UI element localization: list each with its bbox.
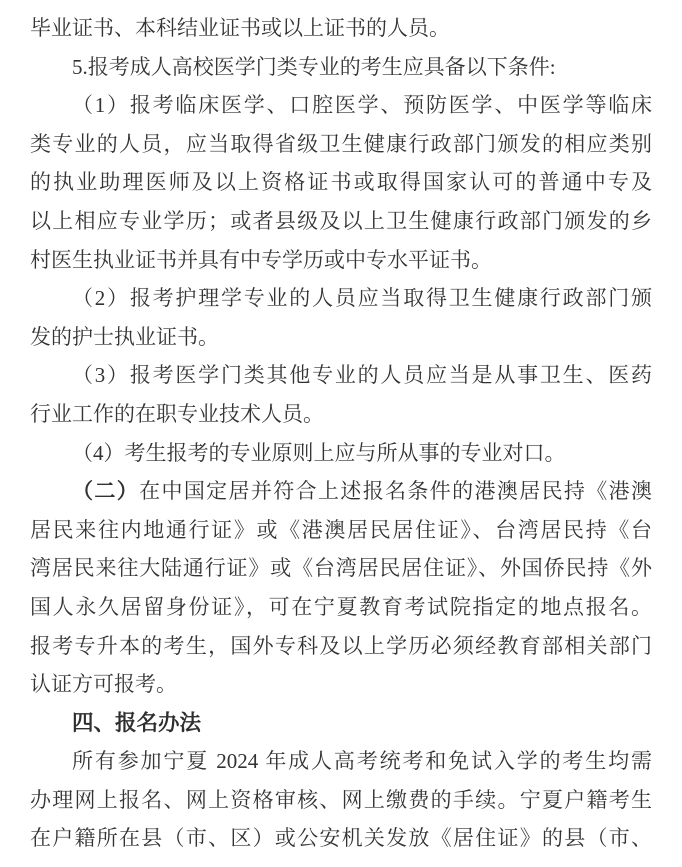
text-line: （2）报考护理学专业的人员应当取得卫生健康行政部门颁 — [72, 286, 652, 311]
text-line: （4）考生报考的专业原则上应与所从事的专业对口。 — [72, 440, 566, 465]
text-line: 以上相应专业学历；或者县级及以上卫生健康行政部门颁发的乡 — [30, 208, 652, 233]
text-line: 在户籍所在县（市、区）或公安机关发放《居住证》的县（市、 — [30, 826, 652, 851]
text-line: （二）在中国定居并符合上述报名条件的港澳居民持《港澳 — [72, 479, 652, 504]
text-line: 国人永久居留身份证》，可在宁夏教育考试院指定的地点报名。 — [30, 594, 652, 619]
text-line: 所有参加宁夏 2024 年成人高考统考和免试入学的考生均需 — [72, 749, 652, 774]
text-line: 村医生执业证书并具有中专学历或中专水平证书。 — [30, 247, 492, 272]
text-line: 类专业的人员，应当取得省级卫生健康行政部门颁发的相应类别 — [30, 131, 652, 156]
text-line: 5.报考成人高校医学门类专业的考生应具备以下条件: — [72, 54, 556, 79]
text-line: （3）报考医学门类其他专业的人员应当是从事卫生、医药 — [72, 363, 652, 388]
text-line: 认证方可报考。 — [30, 672, 177, 697]
text-line: 居民来往内地通行证》或《港澳居民居住证》、台湾居民持《台 — [30, 517, 652, 542]
text-line: 的执业助理医师及以上资格证书或取得国家认可的普通中专及 — [30, 170, 652, 195]
text-line: （1）报考临床医学、口腔医学、预防医学、中医学等临床 — [72, 93, 652, 118]
text-line: 报考专升本的考生，国外专科及以上学历必须经教育部相关部门 — [30, 633, 652, 658]
bold-list-marker: （二） — [72, 479, 140, 504]
text-line: 湾居民来往大陆通行证》或《台湾居民居住证》、外国侨民持《外 — [30, 556, 652, 581]
text-line: 办理网上报名、网上资格审核、网上缴费的手续。宁夏户籍考生 — [30, 787, 652, 812]
section-heading: 四、报名办法 — [72, 710, 202, 735]
text-line: 发的护士执业证书。 — [30, 324, 219, 349]
text-line: 行业工作的在职专业技术人员。 — [30, 401, 324, 426]
text-line: 毕业证书、本科结业证书或以上证书的人员。 — [30, 16, 450, 40]
